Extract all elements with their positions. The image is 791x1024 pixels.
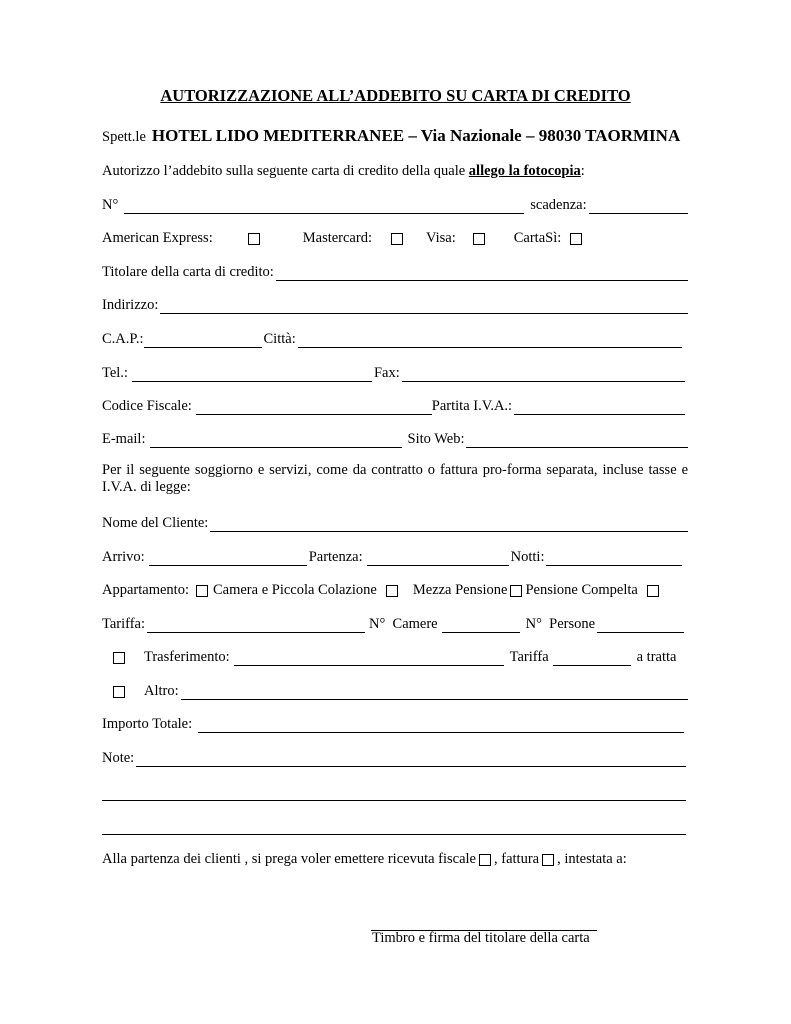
card-number-label: N° (102, 197, 119, 213)
hotel-name: HOTEL LIDO MEDITERRANEE – Via Nazionale – 98030 TAORMINA (151, 126, 681, 145)
fiscal-line (102, 395, 685, 415)
total-line (102, 713, 684, 733)
visa-checkbox[interactable] (473, 233, 485, 245)
mastercard-checkbox[interactable] (391, 233, 403, 245)
vat-label: Partita I.V.A.: (431, 398, 513, 414)
recipient-line (102, 124, 688, 146)
holder-line (102, 261, 688, 281)
holder-label: Titolare della carta di credito: (102, 264, 274, 280)
other-label: Altro: (144, 683, 179, 699)
invoice-label: , fattura (494, 851, 540, 867)
expiry-label: scadenza: (530, 197, 587, 213)
client-name-line (102, 512, 688, 532)
authorize-text: Autorizzo l’addebito sulla seguente carta di credito della quale (102, 163, 469, 179)
bb-label: Camera e Piccola Colazione (212, 582, 377, 598)
other-field[interactable] (181, 685, 688, 700)
client-name-field[interactable] (210, 517, 688, 532)
addressed-label: , intestata a: (557, 851, 627, 867)
card-number-field[interactable] (124, 199, 524, 214)
page-title: AUTORIZZAZIONE ALL’ADDEBITO SU CARTA DI CREDITO (160, 86, 631, 105)
per-trip-label: a tratta (636, 649, 677, 665)
half-board-label: Mezza Pensione (412, 582, 508, 598)
visa-label: Visa: (425, 230, 456, 246)
apartment-checkbox[interactable] (196, 585, 208, 597)
full-board-checkbox[interactable] (647, 585, 659, 597)
cap-city-line (102, 328, 682, 348)
website-label: Sito Web: (407, 431, 465, 447)
notes-line (102, 747, 686, 767)
total-field[interactable] (198, 718, 684, 733)
notes-line-3 (102, 815, 686, 835)
authorize-line (102, 160, 688, 180)
notes-label: Note: (102, 750, 135, 766)
notes-field[interactable] (136, 752, 686, 767)
transfer-checkbox[interactable] (113, 652, 125, 664)
email-label: E-mail: (102, 431, 146, 447)
tariff-label: Tariffa: (102, 616, 145, 632)
transfer-label: Trasferimento: (144, 649, 230, 665)
cap-label: C.A.P.: (102, 331, 144, 347)
other-checkbox[interactable] (113, 686, 125, 698)
signature-field[interactable] (371, 914, 597, 931)
nights-field[interactable] (546, 551, 682, 566)
email-line (102, 428, 688, 448)
tariff-field[interactable] (147, 618, 365, 633)
authorize-bold: allego la fotocopia (468, 163, 581, 179)
cartasi-label: CartaSì: (513, 230, 562, 246)
address-label: Indirizzo: (102, 297, 159, 313)
nights-label: Notti: (510, 549, 545, 565)
address-field[interactable] (160, 299, 688, 314)
website-field[interactable] (466, 433, 688, 448)
mastercard-label: Mastercard: (302, 230, 372, 246)
fiscal-code-label: Codice Fiscale: (102, 398, 192, 414)
vat-field[interactable] (514, 400, 685, 415)
client-name-label: Nome del Cliente: (102, 515, 209, 531)
city-label: Città: (263, 331, 296, 347)
fax-label: Fax: (373, 365, 400, 381)
notes-field-3[interactable] (102, 820, 686, 835)
card-number-line (102, 194, 688, 214)
apartment-label: Appartamento: (102, 582, 189, 598)
bb-checkbox[interactable] (386, 585, 398, 597)
notes-field-2[interactable] (102, 786, 686, 801)
authorize-end: : (580, 163, 585, 179)
persons-label: N° Persone (525, 616, 596, 632)
rooms-label: N° Camere (369, 616, 438, 632)
departure-field[interactable] (367, 551, 509, 566)
transfer-line (102, 646, 688, 666)
address-line (102, 294, 688, 314)
full-board-label: Pensione Compelta (525, 582, 638, 598)
cartasi-checkbox[interactable] (570, 233, 582, 245)
holder-field[interactable] (276, 266, 688, 281)
other-line (102, 680, 688, 700)
departure-label: Partenza: (308, 549, 363, 565)
arrival-field[interactable] (149, 551, 307, 566)
rooms-field[interactable] (442, 618, 520, 633)
tel-fax-line (102, 362, 685, 382)
signature-label: Timbro e firma del titolare della carta (372, 930, 590, 946)
transfer-tariff-label: Tariffa (509, 649, 549, 665)
tel-field[interactable] (132, 367, 372, 382)
invoice-checkbox[interactable] (542, 854, 554, 866)
notes-line-2 (102, 781, 686, 801)
half-board-checkbox[interactable] (510, 585, 522, 597)
stay-paragraph: Per il seguente soggiorno e servizi, come da contratto o fattura pro-forma separata, incluse tasse e I.V.A. di legge: (102, 462, 688, 495)
expiry-field[interactable] (589, 199, 688, 214)
fiscal-code-field[interactable] (196, 400, 432, 415)
arrival-label: Arrivo: (102, 549, 145, 565)
total-label: Importo Totale: (102, 716, 193, 732)
fax-field[interactable] (402, 367, 685, 382)
dates-line (102, 546, 682, 566)
receipt-text: Alla partenza dei clienti , si prega voler emettere ricevuta fiscale (102, 851, 476, 867)
city-field[interactable] (298, 333, 682, 348)
transfer-field[interactable] (234, 651, 504, 666)
cap-field[interactable] (144, 333, 262, 348)
rate-line (102, 613, 684, 633)
persons-field[interactable] (597, 618, 684, 633)
receipt-line (102, 848, 688, 868)
transfer-tariff-field[interactable] (553, 651, 631, 666)
recipient-prefix: Spett.le (102, 129, 146, 145)
card-type-line (102, 227, 688, 247)
tel-label: Tel.: (102, 365, 128, 381)
receipt-checkbox[interactable] (479, 854, 491, 866)
accommodation-line (102, 579, 688, 599)
email-field[interactable] (150, 433, 402, 448)
amex-label: American Express: (102, 230, 213, 246)
amex-checkbox[interactable] (248, 233, 260, 245)
